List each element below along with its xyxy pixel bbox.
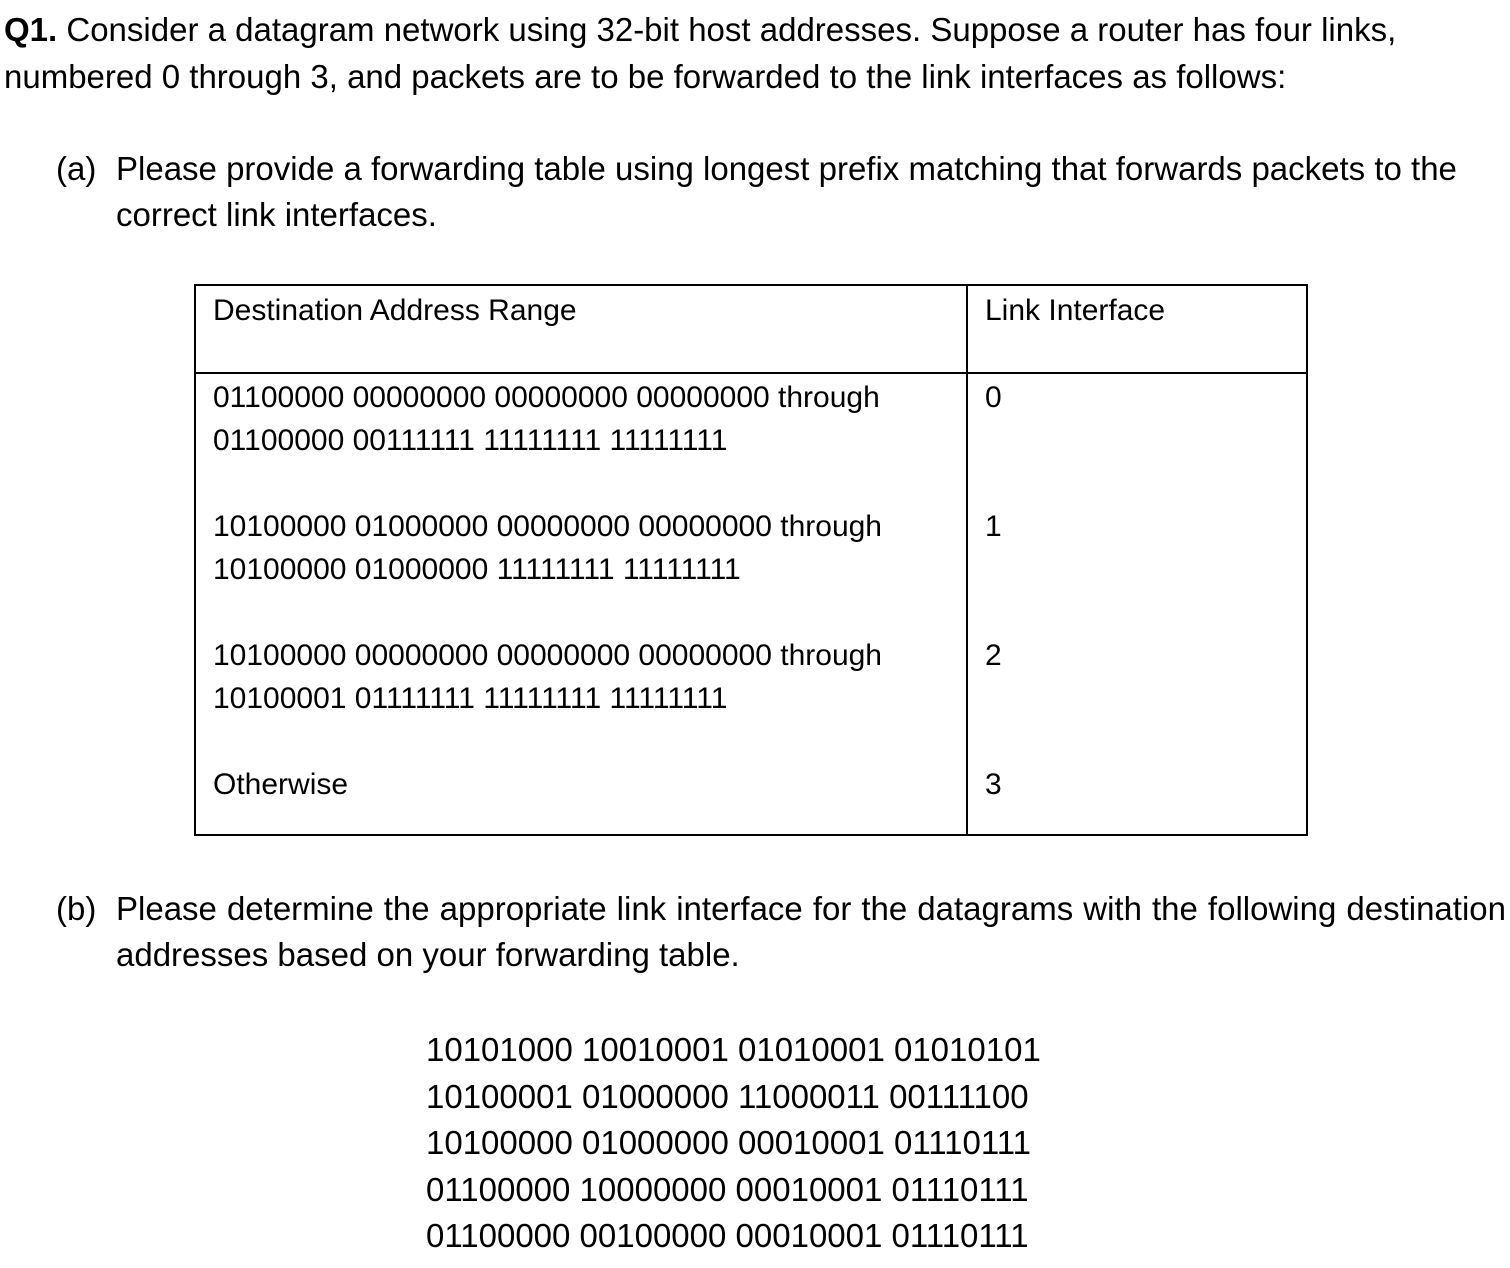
address-item: 10100001 01000000 11000011 00111100 [426,1077,1029,1115]
table-row [195,373,1307,503]
part-b [56,886,1506,978]
table-row [195,632,1307,761]
table-row [195,761,1307,835]
range-start: 10100000 01000000 00000000 00000000 through [213,510,882,543]
range-cell [195,373,967,503]
range-cell [195,761,967,835]
table-header-row [195,285,1307,373]
question-body: Consider a datagram network using 32-bit host addresses. Suppose a router has four links, numbered 0 through 3, and packets are to be forwarded to the link interfaces as follows: [4,11,1397,95]
range-end: 10100000 01000000 11111111 11111111 [213,553,741,586]
address-item: 10101000 10010001 01010001 01010101 [426,1031,1041,1068]
range-cell [195,503,967,632]
part-a-label: (a) [56,150,97,187]
table-row [195,503,1307,632]
part-b-label: (b) [56,890,97,927]
range-start: 01100000 00000000 00000000 00000000 through [213,381,880,414]
part-a-text: Please provide a forwarding table using longest prefix matching that forwards packets to the correct link interfaces. [116,150,1457,233]
link-cell: 2 [967,632,1307,761]
range-end: 01100000 00111111 11111111 11111111 [213,424,728,457]
question-text [4,6,1504,100]
link-cell: 3 [967,761,1307,835]
range-start: 10100000 00000000 00000000 00000000 through [213,639,882,672]
part-b-text: Please determine the appropriate link interface for the datagrams with the following destination addresses based on your forwarding table. [116,890,1506,973]
part-a [56,146,1506,238]
address-item: 01100000 10000000 00010001 01110111 [426,1170,1029,1208]
header-link-interface: Link Interface [967,285,1307,373]
question-number: Q1. [4,11,58,48]
range-end: 10100001 01111111 11111111 11111111 [213,682,728,715]
link-cell: 0 [967,373,1307,503]
forwarding-table [194,284,1308,836]
address-list [426,1027,1041,1260]
range-cell [195,632,967,761]
header-destination-range: Destination Address Range [195,285,967,373]
link-cell: 1 [967,503,1307,632]
range-start: Otherwise [213,768,349,801]
address-item: 01100000 00100000 00010001 01110111 [426,1217,1029,1254]
address-item: 10100000 01000000 00010001 01110111 [426,1124,1032,1161]
